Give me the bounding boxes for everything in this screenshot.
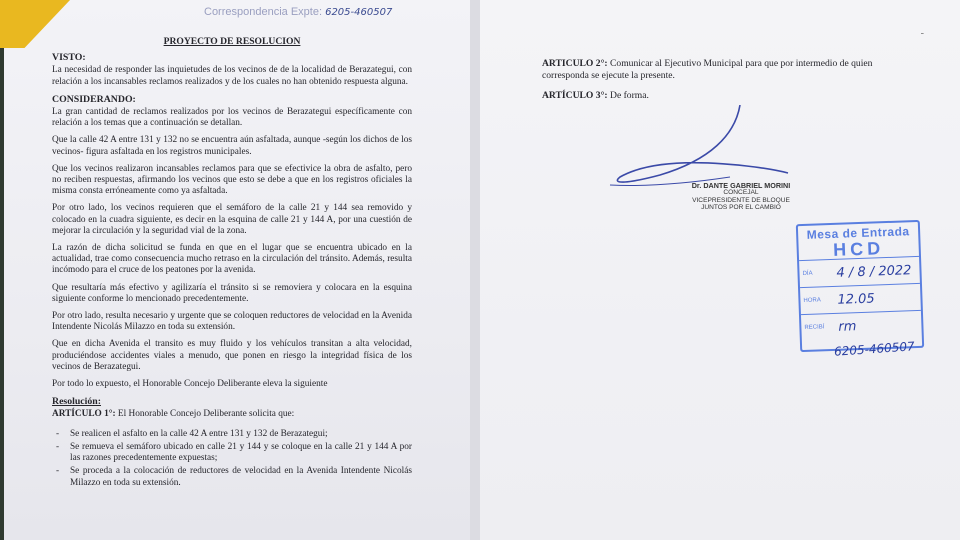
resolution-project-text — [52, 36, 412, 491]
signer-bloque: JUNTOS POR EL CAMBIO — [701, 204, 781, 212]
stamp-row-hour — [800, 283, 921, 314]
articulo-1 — [52, 409, 412, 420]
articulo-1-text: El Honorable Concejo Deliberante solicita que: — [117, 409, 295, 420]
stamp-row-value: 12.05 — [837, 291, 875, 308]
expediente-handwritten-number: 6205-460507 — [325, 7, 393, 18]
signer-role: CONCEJAL — [723, 189, 759, 197]
reception-stamp — [796, 220, 924, 352]
articulo-1-list — [52, 429, 412, 489]
considerando-paragraph: La gran cantidad de reclamos realizados por los vecinos de Berazategui específicamente con relación a los temas que a continuación se detallan. — [52, 107, 412, 129]
list-item: - Se realicen el asfalto en la calle 42 A entre 131 y 132 de Berazategui; — [52, 429, 412, 440]
document-title: PROYECTO DE RESOLUCION — [163, 36, 301, 47]
list-item: - Se remueva el semáforo ubicado en calle 21 y 144 y se coloque en la calle 21 y 144 A por las razones precedentemente expuestas; — [52, 442, 412, 464]
considerando-heading: CONSIDERANDO: — [52, 93, 136, 105]
considerando-paragraph: Que en dicha Avenida el transito es muy fluido y los vehículos transitan a alta velocidad, produciéndose accidentes viales a menudo, que ponen en riesgo la integridad física de los vecinos de Berazategui. — [52, 339, 412, 372]
considerando-paragraph: Por todo lo expuesto, el Honorable Concejo Deliberante eleva la siguiente — [52, 379, 328, 390]
articulo-3 — [542, 90, 892, 102]
expediente-reference — [204, 6, 392, 18]
corner-mark: - — [920, 28, 924, 39]
stamp-row-day — [799, 256, 920, 287]
page-gap — [470, 0, 480, 540]
stamp-title: Mesa de Entrada — [806, 224, 910, 242]
articulo-2 — [542, 58, 892, 82]
considerando-paragraph: Por otro lado, los vecinos requieren que el semáforo de la calle 21 y 144 sea removido y colocado en la cuadra siguiente, es decir en la esquina de calle 21 y 144 A, por una cuestión de mejorar la circulación y la seguridad vial de la zona. — [52, 203, 412, 236]
list-item: - Se proceda a la colocación de reductores de velocidad en la Avenida Intendente Nicolás Milazzo en toda su extensión. — [52, 466, 412, 488]
stamp-row-label: RECIBÍ — [804, 324, 825, 331]
stamp-row-value: 4 / 8 / 2022 — [836, 262, 912, 281]
visto-heading: VISTO: — [52, 52, 86, 64]
resolucion-heading: Resolución: — [52, 396, 101, 408]
articulo-2-label: ARTICULO 2°: — [542, 58, 608, 69]
articulo-3-text: De forma. — [610, 90, 649, 101]
articulo-1-label: ARTÍCULO 1°: — [52, 409, 116, 420]
stamp-office: HCD — [832, 238, 885, 260]
left-document-page — [4, 0, 470, 540]
expediente-label: Correspondencia Expte: — [204, 6, 323, 18]
considerando-paragraph: Que la calle 42 A entre 131 y 132 no se encuentra aún asfaltada, aunque -según los dichos de los vecinos- figura asfaltada en los registros municipales. — [52, 135, 412, 157]
signature-block — [686, 182, 796, 212]
considerando-paragraph: La razón de dicha solicitud se funda en que en el lugar que se encuentra ubicado en la actualidad, trae como consecuencia mucho retraso en la circulación del tránsito. Además, resulta incómodo para el cruce de los peatones por la avenida. — [52, 243, 412, 276]
stamp-row-label: HORA — [803, 297, 821, 304]
stamp-row-received — [801, 310, 922, 341]
articulo-3-label: ARTÍCULO 3°: — [542, 90, 608, 101]
articulo-2-text: Comunicar al Ejecutivo Municipal para que por intermedio de quien corresponda se ejecute la presente. — [542, 58, 873, 81]
signer-subrole: VICEPRESIDENTE DE BLOQUE — [692, 196, 790, 204]
stamp-handwritten-code: 6205-460507 — [833, 339, 916, 359]
signer-name: Dr. DANTE GABRIEL MORINI — [691, 181, 791, 190]
articles-continuation — [542, 58, 892, 110]
considerando-paragraph: Que resultaría más efectivo y agilizaría el tránsito si se removiera y colocara en la esquina siguiente conforme lo mencionado precedentemente. — [52, 282, 412, 304]
considerando-paragraph: Que los vecinos realizaron incansables reclamos para que se efectivice la obra de asfalto, pero no reciben respuestas, afirmando los vecinos que esto se debe a que en los registros oficiales la misma consta erróneamente como ya asfaltada. — [52, 163, 412, 197]
stamp-row-value: rm — [838, 318, 857, 335]
visto-paragraph: La necesidad de responder las inquietudes de los vecinos de de la localidad de Berazategui, con relación a los incansables reclamos realizados y de los cuales no han obtenido respuesta alguna. — [52, 65, 412, 87]
considerando-paragraph: Por otro lado, resulta necesario y urgente que se coloquen reductores de velocidad en la Avenida Intendente Nicolás Milazzo en toda su extensión. — [52, 311, 412, 333]
right-document-page — [480, 0, 960, 540]
stamp-row-label: DÍA — [802, 270, 813, 277]
